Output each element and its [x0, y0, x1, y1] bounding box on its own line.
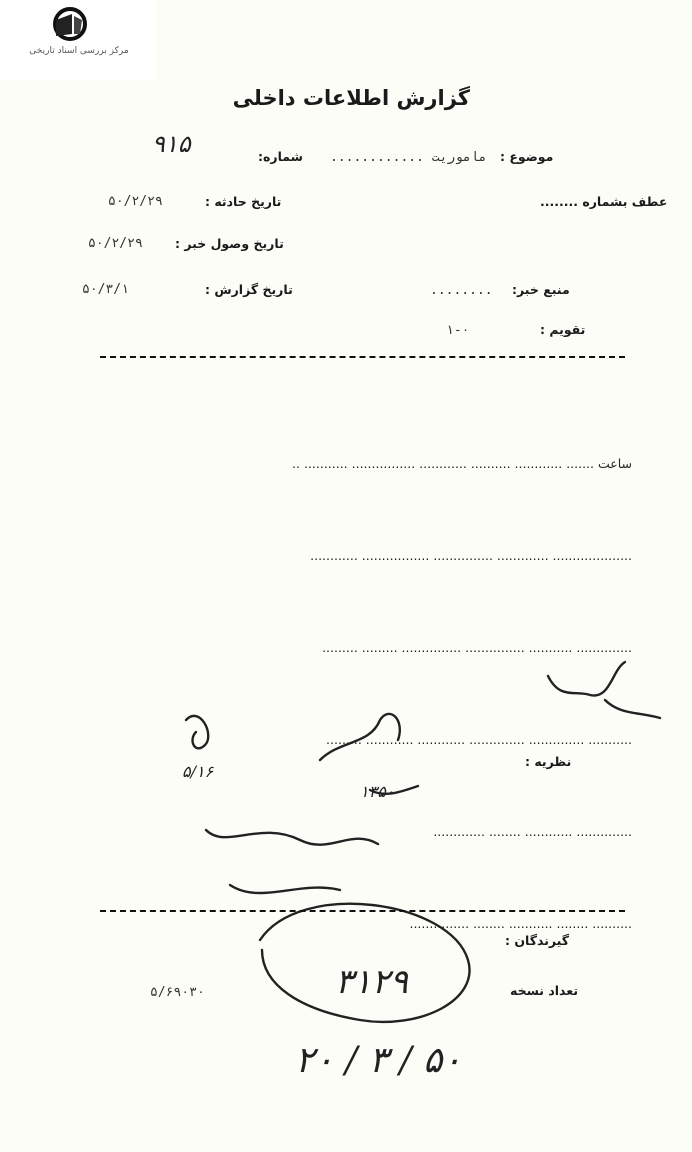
event-date-label: تاریخ حادثه : — [205, 194, 282, 209]
subject-value: ماموریت ............ — [330, 150, 487, 165]
handwritten-date-left: ۵/۱۶ — [182, 762, 214, 781]
source-label: منبع خبر: — [512, 282, 570, 297]
footer-divider — [100, 910, 625, 912]
number-value: ۹۱۵ — [152, 130, 191, 158]
recipients-label: گیرندگان : — [505, 933, 570, 948]
subject-label: موضوع : — [500, 149, 554, 164]
page-title: گزارش اطلاعات داخلی — [232, 86, 470, 110]
receipt-date-label: تاریخ وصول خبر : — [175, 236, 284, 251]
field-label: عطف بشماره ........ — [540, 194, 668, 209]
source-value: ........ — [430, 283, 493, 298]
body-line: ........... .............. .............. ............ ............ ......... — [326, 732, 632, 747]
body-line: .................... ............. ............... ................. ............ — [310, 548, 632, 563]
evaluation-label: تقویم : — [540, 322, 586, 337]
handwritten-year: ۱۳۵۰ — [360, 782, 395, 801]
body-line: ساعت ....... ............ .......... ............ ................ ........... .. — [292, 456, 632, 471]
receipt-date-value: ۵۰/۲/۲۹ — [88, 236, 143, 251]
report-date-label: تاریخ گزارش : — [205, 282, 293, 297]
header-divider — [100, 356, 625, 358]
number-label: شماره: — [258, 149, 303, 164]
report-body — [62, 395, 632, 993]
report-date-value: ۵۰/۳/۱ — [82, 282, 129, 297]
body-line: .............. ........... ............... ............... ......... ......... — [322, 640, 632, 655]
event-date-value: ۵۰/۲/۲۹ — [108, 194, 163, 209]
body-line: .......... ........ ........... ........ ............... — [409, 916, 632, 931]
watermark-text: مرکز بررسی اسناد تاریخی — [29, 46, 129, 56]
opinion-label: نظریه : — [525, 754, 572, 769]
copies-value: ۵/۶۹۰۳۰ — [150, 985, 205, 1000]
archive-logo-icon — [46, 6, 92, 42]
evaluation-value: ۱-۰ — [446, 323, 470, 338]
handwritten-archive-number: ۳۱۲۹ — [335, 962, 409, 1002]
archive-watermark — [0, 0, 156, 80]
handwritten-bottom-date: ۲۰ / ۳ / ۵۰ — [295, 1040, 462, 1081]
body-line: .............. ............ ........ ............. — [433, 824, 632, 839]
copies-label: تعداد نسخه — [510, 983, 579, 998]
